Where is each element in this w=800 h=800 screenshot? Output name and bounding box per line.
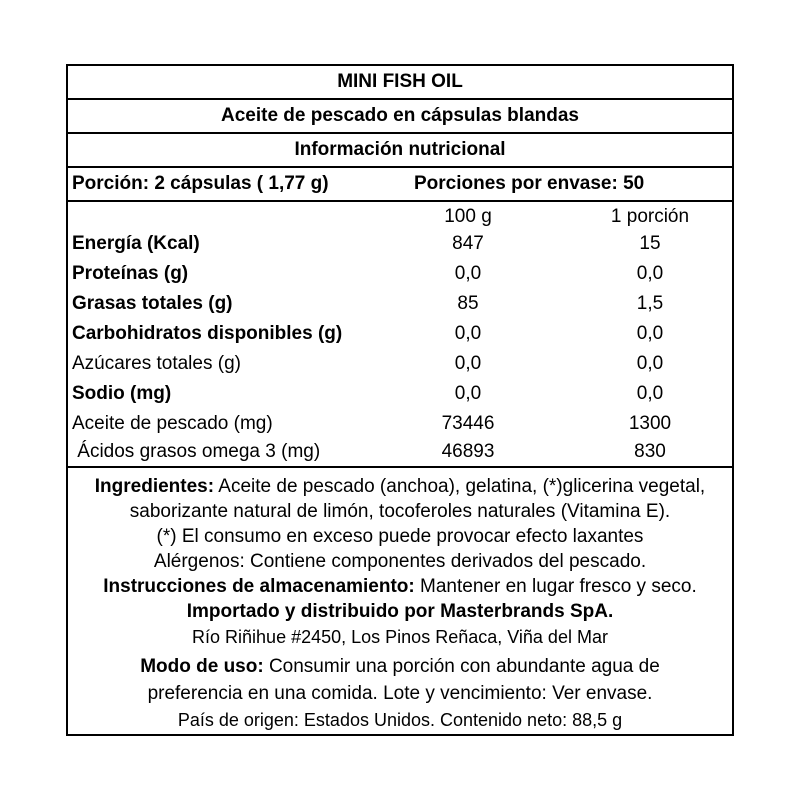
usage-label: Modo de uso:: [140, 656, 264, 677]
importer-address: Río Riñihue #2450, Los Pinos Reñaca, Viña del Mar: [192, 627, 608, 647]
ingredients-line: [68, 468, 732, 499]
nutrient-row-sodium: [68, 379, 732, 409]
nutrient-name: Energía (Kcal): [72, 233, 200, 254]
origin-and-net-content: País de origen: Estados Unidos. Contenido neto: 88,5 g: [177, 710, 623, 730]
nutrient-value-portion: 830: [634, 441, 666, 462]
nutrient-value-portion: 0,0: [636, 353, 664, 374]
nutrient-value-100g: 0,0: [454, 263, 482, 284]
col-header-portion: 1 porción: [610, 206, 690, 227]
importer: Importado y distribuido por Masterbrands SpA.: [186, 601, 614, 622]
nutrient-name: Carbohidratos disponibles (g): [72, 323, 343, 344]
nutrient-value-100g: 847: [452, 233, 484, 254]
usage-line: [68, 651, 732, 680]
nutrient-name: Aceite de pescado (mg): [72, 413, 273, 434]
ingredients-label: Ingredientes:: [94, 476, 215, 497]
section-title: Información nutricional: [68, 134, 732, 168]
nutrient-name: Grasas totales (g): [72, 293, 233, 314]
column-headers: [68, 202, 732, 232]
nutrient-value-portion: 1,5: [636, 293, 664, 314]
storage-text: Mantener en lugar fresco y seco.: [414, 576, 697, 597]
storage-label: Instrucciones de almacenamiento:: [103, 576, 415, 597]
nutrient-row-fish-oil: [68, 409, 732, 439]
nutrient-value-portion: 1300: [628, 413, 672, 434]
nutrient-value-portion: 0,0: [636, 383, 664, 404]
nutrient-name: Azúcares totales (g): [72, 353, 241, 374]
nutrient-row-total-fat: [68, 289, 732, 319]
nutrient-value-100g: 46893: [441, 441, 495, 462]
servings-per-container: Porciones por envase: 50: [414, 173, 645, 194]
nutrient-value-100g: 0,0: [454, 353, 482, 374]
portion-row: [68, 168, 732, 202]
nutrient-name: Ácidos grasos omega 3 (mg): [72, 441, 321, 462]
nutrient-value-100g: 85: [457, 293, 479, 314]
nutrient-value-portion: 0,0: [636, 263, 664, 284]
nutrient-row-protein: [68, 259, 732, 289]
col-header-100g: 100 g: [444, 206, 492, 227]
nutrient-name: Proteínas (g): [72, 263, 189, 284]
nutrient-name: Sodio (mg): [72, 383, 172, 404]
nutrient-row-omega3: [68, 437, 732, 467]
nutrient-row-energy: [68, 229, 732, 259]
usage-text: Consumir una porción con abundante agua de: [263, 656, 660, 677]
portion-size: Porción: 2 cápsulas ( 1,77 g): [72, 173, 329, 194]
nutrient-row-carbohydrates: [68, 319, 732, 349]
storage-line: [68, 574, 732, 599]
product-subtitle: Aceite de pescado en cápsulas blandas: [68, 100, 732, 134]
nutrient-value-portion: 0,0: [636, 323, 664, 344]
ingredients-line-2: saborizante natural de limón, tocoferoles naturales (Vitamina E).: [129, 501, 671, 522]
laxative-warning: (*) El consumo en exceso puede provocar efecto laxantes: [156, 526, 644, 547]
ingredients-text: Aceite de pescado (anchoa), gelatina, (*)glicerina vegetal,: [214, 476, 706, 497]
allergens: Alérgenos: Contiene componentes derivados del pescado.: [153, 551, 647, 572]
nutrient-row-sugars: [68, 349, 732, 379]
usage-line-2: preferencia en una comida. Lote y vencimiento: Ver envase.: [147, 683, 653, 704]
nutrient-value-portion: 15: [639, 233, 661, 254]
nutrient-value-100g: 0,0: [454, 383, 482, 404]
footer-info: [68, 466, 732, 734]
product-title: MINI FISH OIL: [68, 66, 732, 100]
nutrient-value-100g: 0,0: [454, 323, 482, 344]
nutrition-label: [66, 64, 734, 736]
nutrient-value-100g: 73446: [441, 413, 495, 434]
